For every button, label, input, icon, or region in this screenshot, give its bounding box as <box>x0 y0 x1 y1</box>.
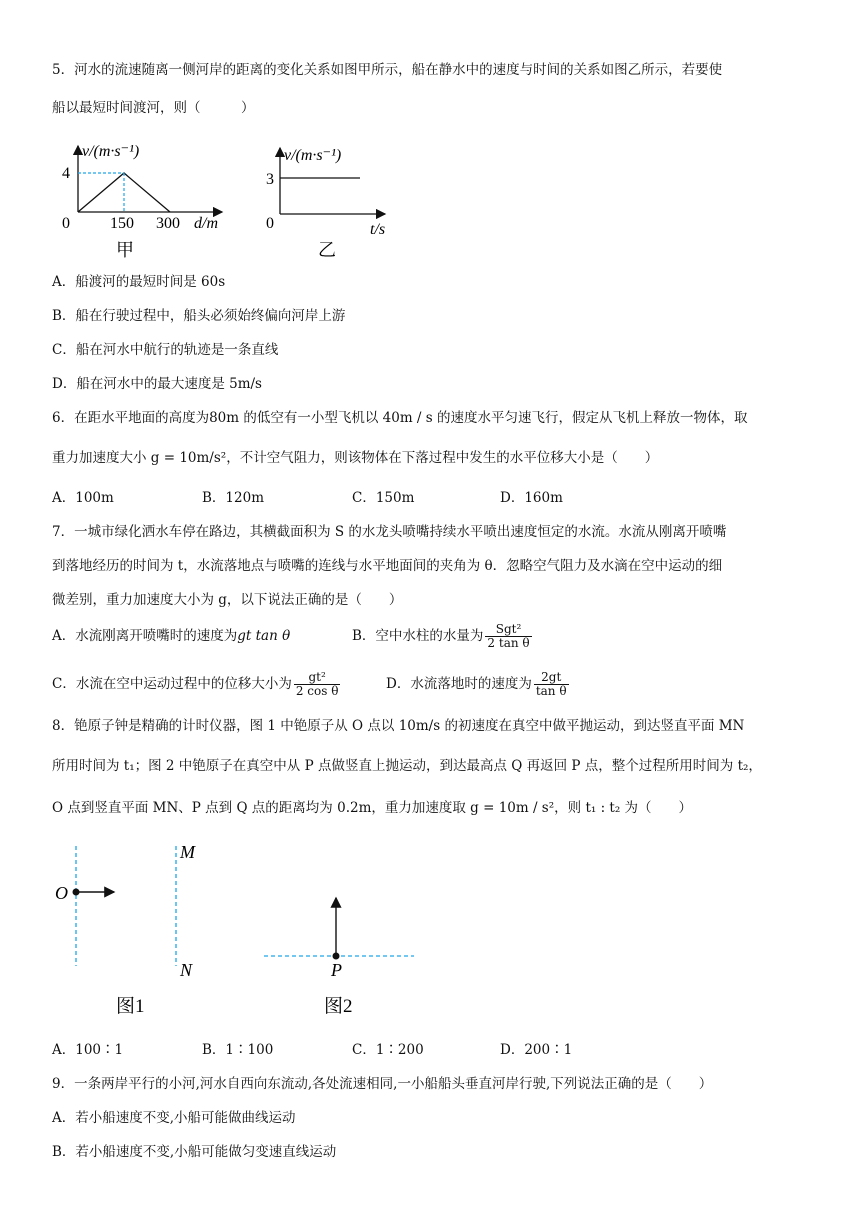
jia-origin: 0 <box>62 215 70 232</box>
yi-ylabel: v/(m·s⁻¹) <box>284 147 342 164</box>
q5-option-c: C．船在河水中航行的轨迹是一条直线 <box>52 342 279 358</box>
fig1-caption: 图1 <box>116 996 145 1017</box>
q8-option-c: C．1∶200 <box>352 1042 424 1058</box>
yi-origin: 0 <box>266 215 274 232</box>
fig1-label-n: N <box>180 960 193 980</box>
q7-stem-line1: 7．一城市绿化洒水车停在路边，其横截面积为 S 的水龙头喷嘴持续水平喷出速度恒定的水流。水流从刚离开喷嘴 <box>52 524 727 540</box>
q7-option-c <box>52 664 342 704</box>
q7-option-b-fraction <box>485 623 531 650</box>
q7-option-c-text: C．水流在空中运动过程中的位移大小为 <box>52 676 292 692</box>
q8-stem-line2: 所用时间为 t₁；图 2 中铯原子在真空中从 P 点做竖直上抛运动，到达最高点 Q 再返回 P 点，整个过程所用时间为 t₂， <box>52 758 762 774</box>
q6-option-b: B．120m <box>202 490 264 506</box>
q5-option-b: B．船在行驶过程中，船头必须始终偏向河岸上游 <box>52 308 346 324</box>
q7-option-a <box>52 626 290 646</box>
q5-option-d: D．船在河水中的最大速度是 5m/s <box>52 376 262 392</box>
yi-ytick: 3 <box>266 171 274 188</box>
fig2-caption: 图2 <box>324 996 353 1017</box>
fig2-label-p: P <box>331 960 342 980</box>
q7-c-denominator: 2 cos θ <box>295 684 339 698</box>
q5-stem-line2: 船以最短时间渡河，则（ ） <box>52 100 255 116</box>
q8-figure-2 <box>258 886 428 1026</box>
q5-option-a: A．船渡河的最短时间是 60s <box>52 274 226 290</box>
q9-option-a: A．若小船速度不变,小船可能做曲线运动 <box>52 1110 296 1126</box>
q6-stem-line1: 6．在距水平地面的高度为80m 的低空有一小型飞机以 40m / s 的速度水平匀速飞行，假定从飞机上释放一物体，取 <box>52 410 748 426</box>
q7-d-denominator: tan θ <box>535 684 567 698</box>
jia-xtick-300: 300 <box>156 215 180 232</box>
q7-option-a-expr: gt tan θ <box>237 628 291 644</box>
q9-stem-line1: 9．一条两岸平行的小河,河水自西向东流动,各处流速相同,一小船船头垂直河岸行驶,下列说法正确的是（ ） <box>52 1076 713 1092</box>
jia-xlabel: d/m <box>194 215 218 232</box>
yi-caption: 乙 <box>318 240 336 260</box>
q8-option-d: D．200∶1 <box>500 1042 573 1058</box>
q7-c-numerator: gt² <box>294 671 341 685</box>
q6-stem-line2 <box>52 448 658 468</box>
fig1-label-m: M <box>180 842 195 862</box>
q6-stem-rest: ，不计空气阻力，则该物体在下落过程中发生的水平位移大小是（ ） <box>226 450 659 466</box>
yi-xlabel: t/s <box>370 221 386 238</box>
q7-option-c-fraction <box>294 671 341 698</box>
q8-option-b: B．1∶100 <box>202 1042 274 1058</box>
q5-stem-line1: 5．河水的流速随离一侧河岸的距离的变化关系如图甲所示，船在静水中的速度与时间的关系如图乙所示，若要使 <box>52 62 723 78</box>
q5-figure-yi <box>260 138 410 263</box>
q7-option-d-text: D．水流落地时的速度为 <box>386 676 532 692</box>
q9-option-b: B．若小船速度不变,小船可能做匀变速直线运动 <box>52 1144 337 1160</box>
q6-option-a: A．100m <box>52 490 114 506</box>
fig1-label-o: O <box>55 883 68 903</box>
q6-stem-formula: 重力加速度大小 g = 10m/s² <box>52 450 227 466</box>
q7-d-numerator: 2gt <box>534 671 569 685</box>
q7-b-numerator: Sgt² <box>485 623 531 637</box>
jia-ylabel: v/(m·s⁻¹) <box>82 143 140 160</box>
q7-option-b <box>352 616 534 656</box>
q8-figure-1 <box>50 836 230 1026</box>
q6-option-d: D．160m <box>500 490 563 506</box>
q5-figure-jia <box>52 138 242 263</box>
q7-stem-line2: 到落地经历的时间为 t，水流落地点与喷嘴的连线与水平地面间的夹角为 θ．忽略空气阻力及水滴在空中运动的细 <box>52 558 723 574</box>
q7-option-d-fraction <box>534 671 569 698</box>
q7-option-a-text: A．水流刚离开喷嘴时的速度为 <box>52 628 238 644</box>
q8-option-a: A．100∶1 <box>52 1042 124 1058</box>
q7-b-denominator: 2 tan θ <box>487 636 530 650</box>
jia-ytick: 4 <box>62 165 70 182</box>
q8-stem-line3: O 点到竖直平面 MN、P 点到 Q 点的距离均为 0.2m，重力加速度取 g = 10m / s²，则 t₁ : t₂ 为（ ） <box>52 800 693 816</box>
q7-option-b-text: B．空中水柱的水量为 <box>352 628 484 644</box>
jia-xtick-150: 150 <box>110 215 134 232</box>
jia-caption: 甲 <box>116 240 134 260</box>
q7-option-d <box>386 664 571 704</box>
q6-option-c: C．150m <box>352 490 415 506</box>
q7-stem-line3: 微差别，重力加速度大小为 g，以下说法正确的是（ ） <box>52 592 403 608</box>
q8-stem-line1: 8．铯原子钟是精确的计时仪器，图 1 中铯原子从 O 点以 10m/s 的初速度在真空中做平抛运动，到达竖直平面 MN <box>52 718 745 734</box>
